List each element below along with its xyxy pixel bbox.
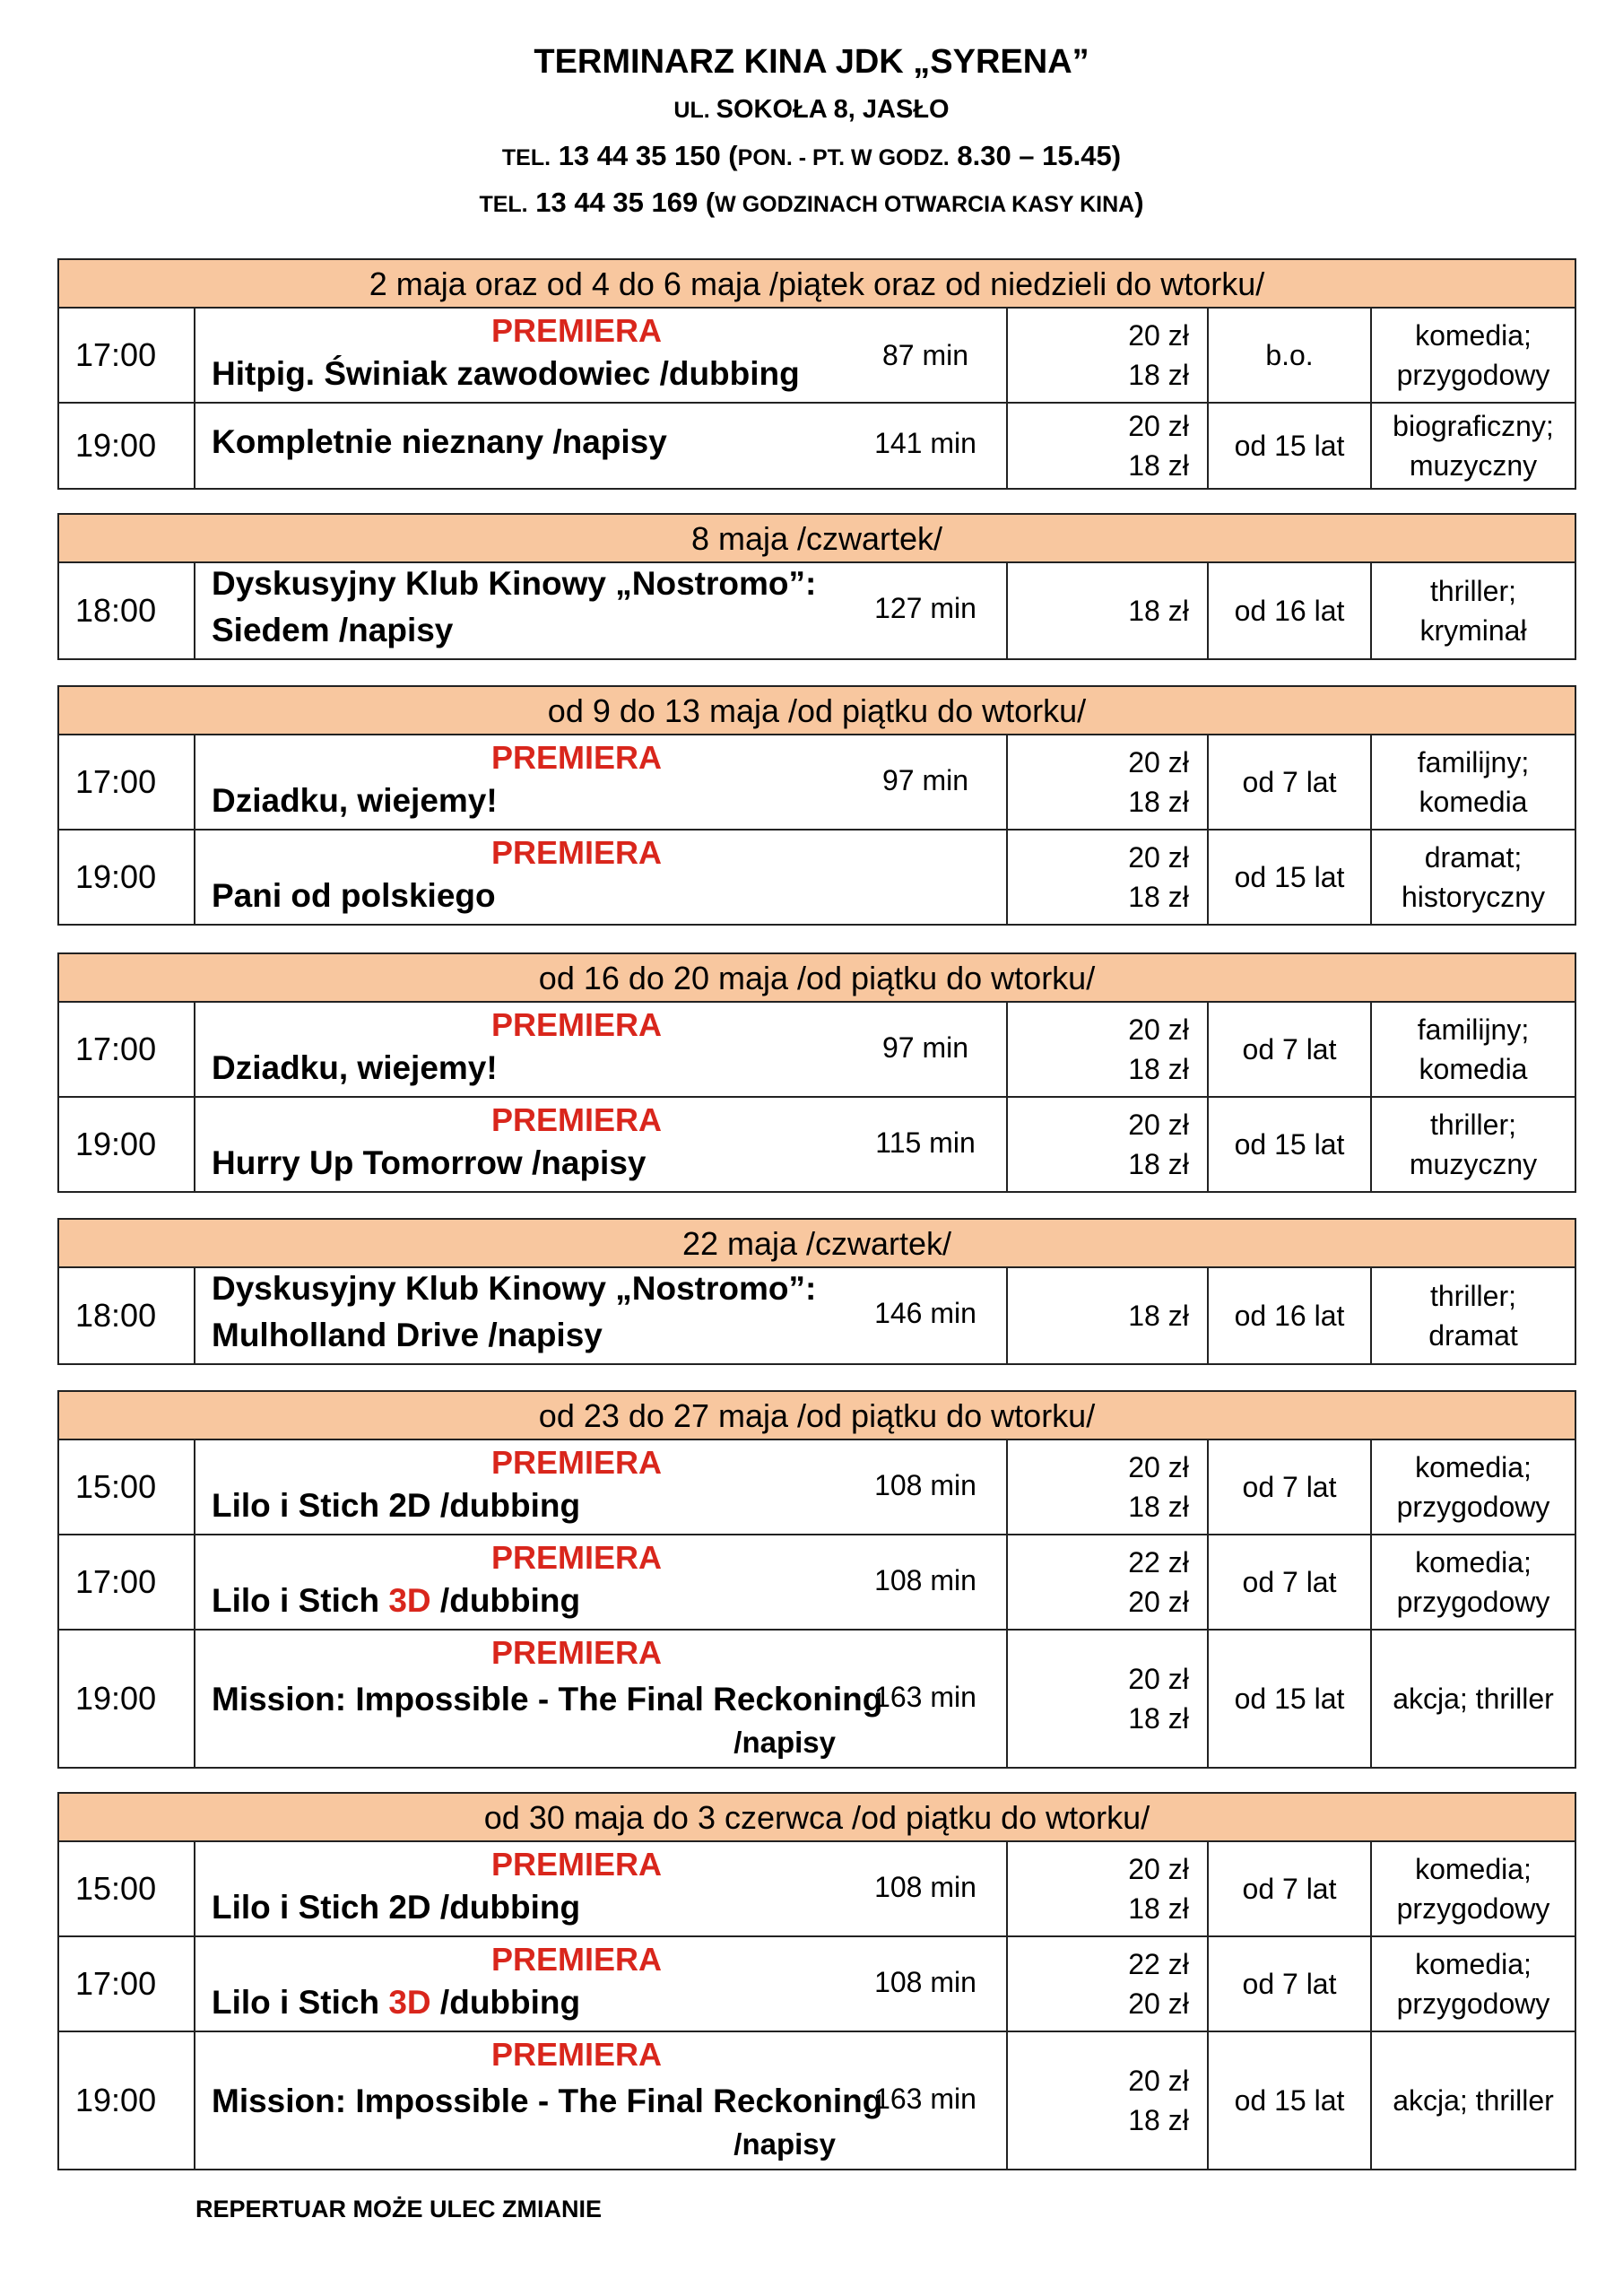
age-rating: od 16 lat bbox=[1209, 1268, 1372, 1363]
age-rating: od 15 lat bbox=[1209, 1098, 1372, 1191]
age-rating: od 7 lat bbox=[1209, 1440, 1372, 1534]
genre: komedia; przygodowy bbox=[1396, 1451, 1550, 1523]
screening-row bbox=[59, 1631, 1575, 1767]
genre: familijny; komedia bbox=[1417, 1013, 1530, 1085]
screening-time: 17:00 bbox=[59, 1535, 195, 1629]
premiere-badge: PREMIERA bbox=[490, 1101, 663, 1138]
movie-cell bbox=[195, 1268, 1008, 1363]
screening-time: 17:00 bbox=[59, 309, 195, 402]
price-regular: 20 zł bbox=[1128, 319, 1189, 352]
screening-row bbox=[59, 2032, 1575, 2169]
screening-row bbox=[59, 1842, 1575, 1937]
schedule-block bbox=[57, 685, 1576, 926]
cinema-address: UL. SOKOŁA 8, JASŁO bbox=[673, 95, 950, 124]
genre: komedia; przygodowy bbox=[1396, 319, 1550, 391]
schedule-block bbox=[57, 1218, 1576, 1365]
age-rating: od 15 lat bbox=[1209, 404, 1372, 488]
age-rating: od 7 lat bbox=[1209, 1003, 1372, 1096]
movie-cell bbox=[195, 1937, 1008, 2031]
screening-time: 17:00 bbox=[59, 1937, 195, 2031]
schedule-block bbox=[57, 258, 1576, 490]
age-rating: od 15 lat bbox=[1209, 831, 1372, 924]
movie-cell bbox=[195, 735, 1008, 829]
ticket-prices: 20 zł 18 zł bbox=[1110, 1003, 1209, 1096]
age-rating: od 7 lat bbox=[1209, 1937, 1372, 2031]
screening-time: 19:00 bbox=[59, 404, 195, 488]
block-date-heading: 8 maja /czwartek/ bbox=[59, 515, 1575, 563]
movie-cell bbox=[195, 404, 1008, 488]
screening-row bbox=[59, 1098, 1575, 1191]
movie-duration: 163 min bbox=[874, 1681, 976, 1713]
movie-title-line2: Mulholland Drive /napisy bbox=[212, 1317, 603, 1353]
phone-box-office: TEL. 13 44 35 169 (W GODZINACH OTWARCIA KASY KINA) bbox=[479, 187, 1144, 218]
genre: thriller; kryminał bbox=[1419, 575, 1527, 647]
movie-title: Lilo i Stich 3D /dubbing bbox=[212, 1984, 581, 2021]
genre: familijny; komedia bbox=[1417, 746, 1530, 818]
screening-row bbox=[59, 831, 1575, 924]
movie-duration: 127 min bbox=[874, 592, 976, 624]
ticket-prices: 20 zł 18 zł bbox=[1110, 1631, 1209, 1767]
ticket-prices: 22 zł 20 zł bbox=[1110, 1535, 1209, 1629]
movie-title-line2: Siedem /napisy bbox=[212, 612, 454, 648]
movie-cell bbox=[195, 563, 1008, 658]
age-rating: od 7 lat bbox=[1209, 735, 1372, 829]
screening-time: 15:00 bbox=[59, 1440, 195, 1534]
premiere-badge: PREMIERA bbox=[490, 1006, 663, 1043]
screening-time: 17:00 bbox=[59, 735, 195, 829]
age-rating: od 16 lat bbox=[1209, 563, 1372, 658]
page-title: TERMINARZ KINA JDK „SYRENA” bbox=[534, 43, 1089, 81]
movie-duration: 108 min bbox=[874, 1564, 976, 1596]
screening-row bbox=[59, 309, 1575, 404]
movie-cell bbox=[195, 831, 1008, 924]
movie-cell bbox=[195, 1003, 1008, 1096]
premiere-badge: PREMIERA bbox=[490, 312, 663, 349]
movie-subtitle-format: /napisy bbox=[733, 1726, 836, 1759]
ticket-prices: 20 zł 18 zł bbox=[1110, 404, 1209, 488]
movie-duration: 108 min bbox=[874, 1871, 976, 1903]
ticket-prices: 18 zł bbox=[1110, 1268, 1209, 1363]
screening-row bbox=[59, 735, 1575, 831]
ticket-prices: 20 zł 18 zł bbox=[1110, 831, 1209, 924]
age-rating: od 15 lat bbox=[1209, 1631, 1372, 1767]
ticket-prices: 20 zł 18 zł bbox=[1110, 1098, 1209, 1191]
block-date-heading: 22 maja /czwartek/ bbox=[59, 1220, 1575, 1268]
movie-duration: 146 min bbox=[874, 1297, 976, 1329]
schedule-disclaimer: REPERTUAR MOŻE ULEC ZMIANIE bbox=[195, 2196, 603, 2222]
screening-time: 15:00 bbox=[59, 1842, 195, 1935]
age-rating: od 7 lat bbox=[1209, 1535, 1372, 1629]
screening-time: 19:00 bbox=[59, 1098, 195, 1191]
genre: akcja; thriller bbox=[1393, 2084, 1554, 2117]
screening-row bbox=[59, 1535, 1575, 1631]
movie-cell bbox=[195, 1440, 1008, 1534]
premiere-badge: PREMIERA bbox=[490, 1941, 663, 1978]
schedule-block bbox=[57, 1792, 1576, 2170]
genre: biograficzny; muzyczny bbox=[1393, 410, 1554, 482]
movie-cell bbox=[195, 309, 1008, 402]
premiere-badge: PREMIERA bbox=[490, 1846, 663, 1883]
movie-duration: 87 min bbox=[881, 339, 969, 371]
genre: komedia; przygodowy bbox=[1396, 1948, 1550, 2020]
ticket-prices: 20 zł 18 zł bbox=[1110, 1440, 1209, 1534]
genre: dramat; historyczny bbox=[1401, 841, 1546, 913]
genre: komedia; przygodowy bbox=[1396, 1853, 1550, 1925]
schedule-block bbox=[57, 513, 1576, 660]
premiere-badge: PREMIERA bbox=[490, 834, 663, 871]
block-date-heading: od 23 do 27 maja /od piątku do wtorku/ bbox=[59, 1392, 1575, 1440]
movie-title: Dyskusyjny Klub Kinowy „Nostromo”: bbox=[212, 1270, 817, 1307]
movie-title: Lilo i Stich 2D /dubbing bbox=[212, 1487, 581, 1524]
movie-title: Pani od polskiego bbox=[212, 877, 496, 914]
age-rating: od 15 lat bbox=[1209, 2032, 1372, 2169]
premiere-badge: PREMIERA bbox=[490, 1539, 663, 1576]
3d-tag: 3D bbox=[388, 1984, 431, 2021]
movie-title: Dyskusyjny Klub Kinowy „Nostromo”: bbox=[212, 565, 817, 602]
genre: thriller; muzyczny bbox=[1409, 1109, 1538, 1180]
screening-row bbox=[59, 1937, 1575, 2032]
screening-row bbox=[59, 1268, 1575, 1363]
movie-duration: 115 min bbox=[875, 1126, 976, 1159]
movie-title: Dziadku, wiejemy! bbox=[212, 782, 498, 819]
movie-title: Lilo i Stich 3D /dubbing bbox=[212, 1582, 581, 1619]
movie-title: Kompletnie nieznany /napisy bbox=[212, 423, 667, 460]
screening-row bbox=[59, 404, 1575, 488]
movie-cell bbox=[195, 1842, 1008, 1935]
block-date-heading: od 16 do 20 maja /od piątku do wtorku/ bbox=[59, 954, 1575, 1003]
premiere-badge: PREMIERA bbox=[490, 739, 663, 776]
movie-cell bbox=[195, 1535, 1008, 1629]
movie-duration: 108 min bbox=[874, 1966, 976, 1998]
screening-time: 18:00 bbox=[59, 1268, 195, 1363]
movie-cell bbox=[195, 1631, 1008, 1767]
block-date-heading: od 30 maja do 3 czerwca /od piątku do wtorku/ bbox=[59, 1794, 1575, 1842]
genre: thriller; dramat bbox=[1428, 1280, 1518, 1352]
movie-duration: 108 min bbox=[874, 1469, 976, 1501]
genre: komedia; przygodowy bbox=[1396, 1546, 1550, 1618]
genre: akcja; thriller bbox=[1393, 1683, 1554, 1715]
movie-cell bbox=[195, 2032, 1008, 2169]
screening-row bbox=[59, 1003, 1575, 1098]
screening-row bbox=[59, 563, 1575, 658]
block-date-heading: od 9 do 13 maja /od piątku do wtorku/ bbox=[59, 687, 1575, 735]
premiere-badge: PREMIERA bbox=[490, 2036, 663, 2073]
screening-time: 17:00 bbox=[59, 1003, 195, 1096]
screening-row bbox=[59, 1440, 1575, 1535]
age-rating: od 7 lat bbox=[1209, 1842, 1372, 1935]
ticket-prices: 20 zł 18 zł bbox=[1110, 2032, 1209, 2169]
movie-duration: 97 min bbox=[881, 764, 969, 796]
age-rating: b.o. bbox=[1209, 309, 1372, 402]
ticket-prices: 20 zł 18 zł bbox=[1110, 735, 1209, 829]
block-date-heading: 2 maja oraz od 4 do 6 maja /piątek oraz od niedzieli do wtorku/ bbox=[59, 260, 1575, 309]
ticket-prices: 18 zł bbox=[1110, 563, 1209, 658]
movie-title: Hitpig. Świniak zawodowiec /dubbing bbox=[212, 355, 800, 392]
screening-time: 19:00 bbox=[59, 1631, 195, 1767]
ticket-prices: 22 zł 20 zł bbox=[1110, 1937, 1209, 2031]
schedule-block bbox=[57, 952, 1576, 1193]
movie-title: Dziadku, wiejemy! bbox=[212, 1049, 498, 1086]
ticket-prices bbox=[1110, 309, 1209, 402]
ticket-prices: 20 zł 18 zł bbox=[1110, 1842, 1209, 1935]
price-reduced: 18 zł bbox=[1128, 359, 1189, 391]
schedule-block bbox=[57, 1390, 1576, 1769]
movie-title: Mission: Impossible - The Final Reckoning bbox=[212, 2083, 883, 2119]
movie-title: Hurry Up Tomorrow /napisy bbox=[212, 1144, 647, 1181]
3d-tag: 3D bbox=[388, 1582, 431, 1619]
movie-duration: 163 min bbox=[874, 2083, 976, 2115]
screening-time: 18:00 bbox=[59, 563, 195, 658]
movie-duration: 141 min bbox=[874, 427, 976, 459]
phone-office: TEL. 13 44 35 150 (PON. - PT. W GODZ. 8.30 – 15.45) bbox=[501, 140, 1122, 171]
premiere-badge: PREMIERA bbox=[490, 1444, 663, 1481]
movie-cell bbox=[195, 1098, 1008, 1191]
screening-time: 19:00 bbox=[59, 2032, 195, 2169]
movie-title: Mission: Impossible - The Final Reckoning bbox=[212, 1681, 883, 1718]
premiere-badge: PREMIERA bbox=[490, 1634, 663, 1671]
screening-time: 19:00 bbox=[59, 831, 195, 924]
movie-subtitle-format: /napisy bbox=[733, 2127, 836, 2161]
movie-title: Lilo i Stich 2D /dubbing bbox=[212, 1889, 581, 1926]
movie-duration: 97 min bbox=[881, 1031, 969, 1064]
